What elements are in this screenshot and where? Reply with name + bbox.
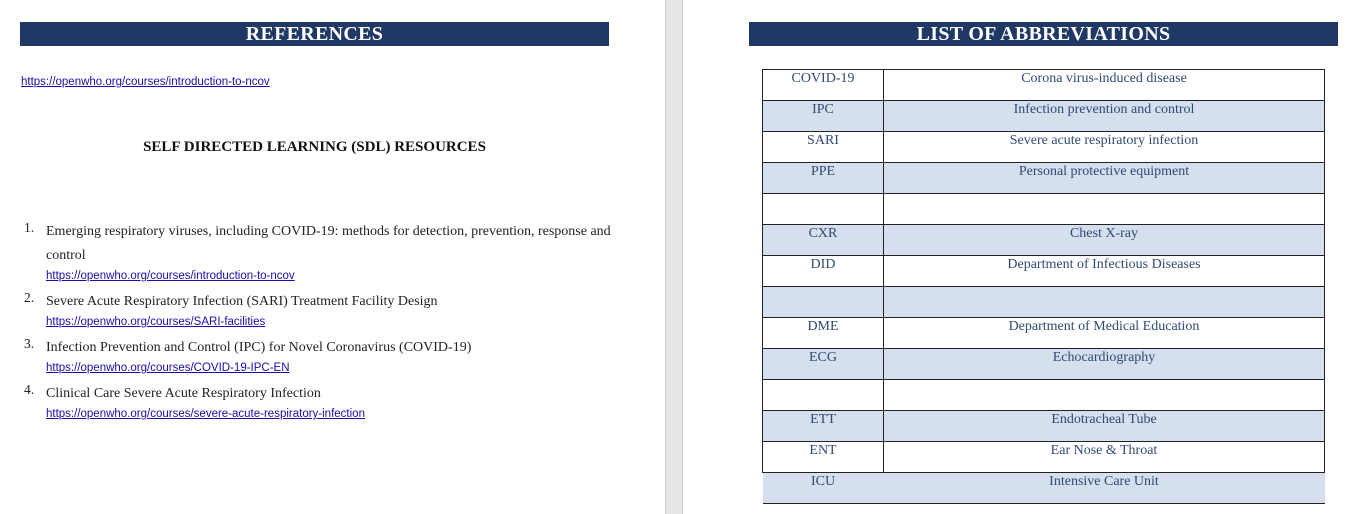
meaning-cell (884, 380, 1325, 411)
meaning-cell: Corona virus-induced disease (884, 70, 1325, 101)
meaning-cell: Infection prevention and control (884, 101, 1325, 132)
abbr-cell (763, 287, 884, 318)
resource-title: Severe Acute Respiratory Infection (SARI) Treatment Facility Design (46, 294, 438, 309)
resource-title: Clinical Care Severe Acute Respiratory Infection (46, 386, 321, 401)
meaning-cell (884, 194, 1325, 225)
abbr-cell: DID (763, 256, 884, 287)
reference-link[interactable]: https://openwho.org/courses/introduction-to-ncov (21, 76, 270, 88)
list-number: 2. (24, 290, 35, 305)
table-row (763, 380, 1325, 411)
meaning-cell: Ear Nose & Throat (884, 442, 1325, 473)
abbr-cell (763, 194, 884, 225)
abbr-cell: ECG (763, 349, 884, 380)
meaning-cell: Intensive Care Unit (884, 473, 1325, 504)
meaning-cell: Severe acute respiratory infection (884, 132, 1325, 163)
sdl-resource-list (20, 220, 620, 428)
table-row (763, 473, 1325, 504)
meaning-cell: Department of Infectious Diseases (884, 256, 1325, 287)
resource-link[interactable]: https://openwho.org/courses/introduction-to-ncov (46, 270, 295, 282)
meaning-cell: Endotracheal Tube (884, 411, 1325, 442)
meaning-cell: Personal protective equipment (884, 163, 1325, 194)
list-item (20, 336, 620, 376)
abbr-cell: SARI (763, 132, 884, 163)
table-row (763, 101, 1325, 132)
abbr-cell: CXR (763, 225, 884, 256)
resource-link[interactable]: https://openwho.org/courses/severe-acute-respiratory-infection (46, 408, 365, 420)
resource-link[interactable]: https://openwho.org/courses/COVID-19-IPC-EN (46, 362, 290, 374)
page-divider (665, 0, 666, 514)
abbr-cell: PPE (763, 163, 884, 194)
abbr-cell: ICU (763, 473, 884, 504)
table-row (763, 225, 1325, 256)
references-page (0, 0, 665, 514)
table-row (763, 287, 1325, 318)
list-item (20, 220, 620, 284)
abbr-cell: ENT (763, 442, 884, 473)
table-row (763, 411, 1325, 442)
resource-link[interactable]: https://openwho.org/courses/SARI-facilities (46, 316, 266, 328)
references-banner: REFERENCES (20, 22, 609, 46)
list-number: 3. (24, 336, 35, 351)
table-row (763, 442, 1325, 473)
meaning-cell (884, 287, 1325, 318)
list-item (20, 290, 620, 330)
meaning-cell: Echocardiography (884, 349, 1325, 380)
abbr-cell: ETT (763, 411, 884, 442)
list-number: 4. (24, 382, 35, 397)
table-row (763, 349, 1325, 380)
abbreviations-banner: LIST OF ABBREVIATIONS (749, 22, 1338, 46)
sdl-heading: SELF DIRECTED LEARNING (SDL) RESOURCES (143, 139, 486, 155)
list-number: 1. (24, 220, 35, 235)
meaning-cell: Chest X-ray (884, 225, 1325, 256)
abbr-cell (763, 380, 884, 411)
table-row (763, 132, 1325, 163)
table-row (763, 194, 1325, 225)
resource-title: Emerging respiratory viruses, including COVID-19: methods for detection, prevention, response and control (46, 224, 611, 263)
list-item (20, 382, 620, 422)
abbreviations-table (762, 69, 1325, 504)
resource-title: Infection Prevention and Control (IPC) for Novel Coronavirus (COVID-19) (46, 340, 472, 355)
table-row (763, 256, 1325, 287)
abbr-cell: DME (763, 318, 884, 349)
abbr-cell: COVID-19 (763, 70, 884, 101)
table-row (763, 70, 1325, 101)
abbr-cell: IPC (763, 101, 884, 132)
meaning-cell: Department of Medical Education (884, 318, 1325, 349)
table-row (763, 163, 1325, 194)
table-row (763, 318, 1325, 349)
abbreviations-page (683, 0, 1352, 514)
